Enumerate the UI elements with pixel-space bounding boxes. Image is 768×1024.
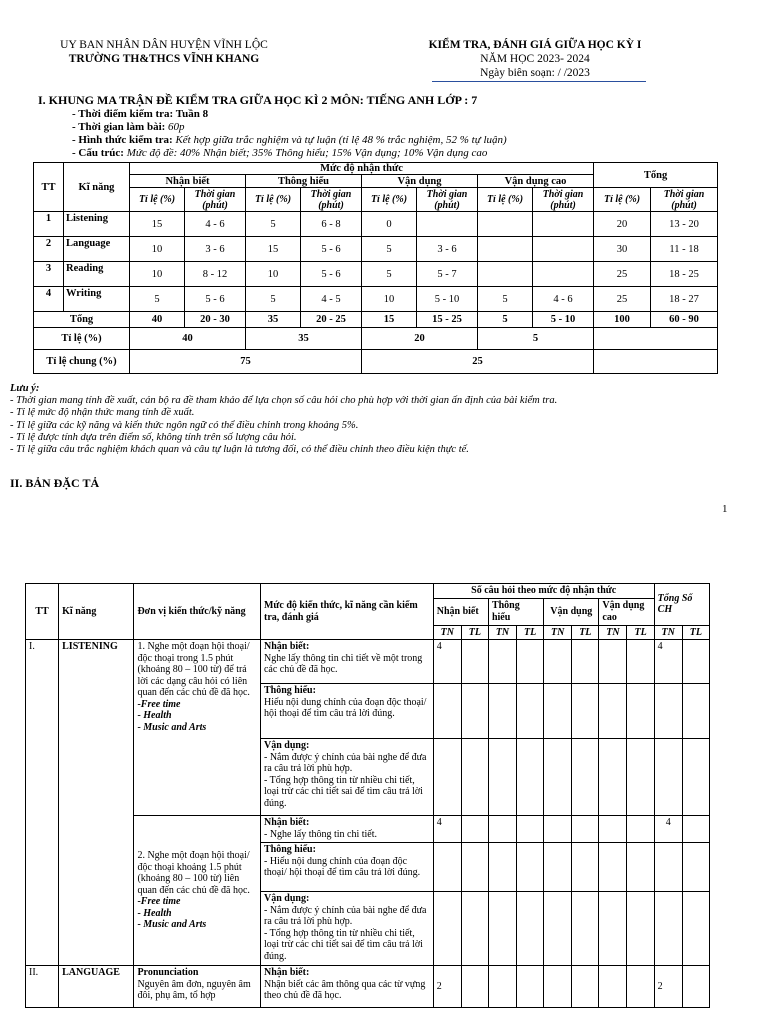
tl-label: TL (461, 625, 488, 640)
count-cell (433, 892, 461, 966)
exam-info (72, 108, 752, 160)
ratio-label: Tỉ lệ (%) (34, 328, 130, 350)
tn-label: TN (654, 625, 682, 640)
info-label: - Thời gian làm bài: (72, 121, 169, 133)
header-underline (432, 81, 646, 82)
count-cell (517, 966, 544, 1008)
count-cell (517, 892, 544, 966)
unit-title: Pronunciation (137, 967, 199, 978)
total-cell: 20 - 30 (185, 312, 246, 328)
count-cell (461, 843, 488, 892)
count-cell (627, 816, 654, 843)
cell: 11 - 18 (651, 237, 718, 262)
cell: 5 - 6 (301, 237, 362, 262)
overall-cell: 25 (362, 350, 594, 374)
count-cell (627, 892, 654, 966)
topic: - Health (137, 710, 172, 721)
level-title: Thông hiểu: (263, 685, 316, 696)
row-tt: 2 (34, 237, 64, 262)
count-cell (433, 739, 461, 816)
level-cell (260, 739, 433, 816)
count-cell (517, 739, 544, 816)
count-cell (627, 966, 654, 1008)
level-text: Nghe lấy thông tin chi tiết về một trong các chủ đề đã học. (263, 652, 423, 675)
cell: 10 (130, 237, 185, 262)
row-tt: I. (26, 640, 59, 966)
level-title: Nhận biết: (263, 641, 310, 652)
level-cell (260, 843, 433, 892)
note-item: - Tỉ lệ giữa các kỹ năng và kiến thức ngôn ngữ có thể điều chỉnh trong khoảng 5%. (10, 419, 359, 431)
count-cell (682, 892, 709, 966)
count-cell (544, 966, 572, 1008)
spec-header-level: Mức độ kiến thức, kĩ năng cần kiểm tra, đánh giá (260, 584, 433, 640)
unit-cell (134, 640, 261, 816)
tn-label: TN (544, 625, 572, 640)
level-title: Nhận biết: (263, 967, 310, 978)
count-cell: 4 (654, 816, 682, 843)
row-skill: Language (64, 237, 130, 262)
count-cell (461, 640, 488, 684)
matrix-header-total: Tổng (594, 163, 718, 188)
level-title: Thông hiểu: (263, 844, 316, 855)
info-value: Tuần 8 (175, 108, 209, 120)
matrix-table (33, 162, 718, 374)
count-cell (461, 816, 488, 843)
total-cell: 15 (362, 312, 417, 328)
count-cell (517, 640, 544, 684)
spec-table (25, 583, 710, 1008)
level-text: - Nắm được ý chính của bài nghe để đưa ra câu trả lời phù hợp. (263, 751, 427, 774)
total-cell: 35 (246, 312, 301, 328)
table-row (34, 262, 718, 287)
cell: 5 - 6 (185, 287, 246, 312)
count-cell (544, 843, 572, 892)
total-cell: 40 (130, 312, 185, 328)
count-cell (488, 892, 516, 966)
info-time-point (72, 108, 752, 121)
row-skill: Writing (64, 287, 130, 312)
count-cell (599, 966, 627, 1008)
overall-row (34, 350, 718, 374)
count-cell (682, 816, 709, 843)
row-tt: 1 (34, 212, 64, 237)
total-cell: 60 - 90 (651, 312, 718, 328)
sub-time: Thời gian (phút) (301, 188, 362, 212)
cell (478, 212, 533, 237)
sub-rate: Tỉ lệ (%) (246, 188, 301, 212)
cell: 8 - 12 (185, 262, 246, 287)
cell: 4 - 5 (301, 287, 362, 312)
matrix-level-comprehension: Thông hiểu (246, 175, 362, 188)
info-label: - Cấu trúc: (72, 147, 127, 159)
row-tt: 4 (34, 287, 64, 312)
matrix-body (34, 212, 718, 374)
count-cell (461, 739, 488, 816)
sub-time: Thời gian (phút) (417, 188, 478, 212)
exam-title: KIỂM TRA, ĐÁNH GIÁ GIỮA HỌC KỲ I (428, 39, 642, 51)
cell (478, 237, 533, 262)
level-title: Vận dụng: (263, 893, 310, 904)
page-number: 1 (722, 503, 728, 515)
matrix-header-level: Mức độ nhận thức (130, 163, 594, 175)
level-cell (260, 966, 433, 1008)
count-cell: 4 (433, 816, 461, 843)
header-left (30, 38, 298, 66)
table-row (34, 237, 718, 262)
spec-level-high-application: Vận dụng cao (599, 598, 654, 625)
cell: 10 (362, 287, 417, 312)
district-name: UY BAN NHÂN DÂN HUYỆN VĨNH LỘC (60, 39, 268, 51)
cell: 20 (594, 212, 651, 237)
count-cell (544, 739, 572, 816)
topic: - Health (137, 907, 172, 919)
level-text: Hiểu nội dung chính của đoạn độc thoại/ hội thoại để tìm câu trả lời đúng. (263, 696, 427, 719)
topic: - Music and Arts (137, 919, 207, 931)
cell: 5 - 6 (301, 262, 362, 287)
count-cell (572, 892, 599, 966)
note-item: - Tỉ lệ được tính dựa trên điểm số, không tính trên số lượng câu hỏi. (10, 431, 297, 443)
cell: 5 - 7 (417, 262, 478, 287)
school-year: NĂM HỌC 2023- 2024 (480, 53, 590, 65)
cell (533, 237, 594, 262)
cell (533, 212, 594, 237)
cell: 25 (594, 262, 651, 287)
note-item: - Tỉ lệ mức độ nhận thức mang tính đề xuất. (10, 407, 195, 419)
count-cell (682, 843, 709, 892)
ratio-cell: 35 (246, 328, 362, 350)
row-skill: Reading (64, 262, 130, 287)
count-cell (682, 966, 709, 1008)
cell (478, 262, 533, 287)
count-cell (627, 739, 654, 816)
tl-label: TL (572, 625, 599, 640)
unit-text: Nguyên âm đơn, nguyên âm đôi, phụ âm, tổ hợp (137, 978, 251, 1001)
row-tt: II. (26, 966, 59, 1008)
table-row (34, 287, 718, 312)
ratio-cell: 20 (362, 328, 478, 350)
spec-level-recognition: Nhận biết (433, 598, 488, 625)
count-cell (682, 640, 709, 684)
total-row (34, 312, 718, 328)
table-row (26, 640, 710, 684)
count-cell (682, 684, 709, 739)
total-cell: 100 (594, 312, 651, 328)
cell: 4 - 6 (533, 287, 594, 312)
count-cell (517, 684, 544, 739)
topic: - Music and Arts (137, 721, 207, 733)
count-cell (572, 739, 599, 816)
topic: -Free time (137, 698, 181, 710)
tl-label: TL (517, 625, 544, 640)
cell: 15 (246, 237, 301, 262)
total-cell: 15 - 25 (417, 312, 478, 328)
cell: 18 - 27 (651, 287, 718, 312)
count-cell (544, 892, 572, 966)
info-value: Kết hợp giữa trắc nghiệm và tự luận (tỉ lệ 48 % trắc nghiệm, 52 % tự luận) (175, 134, 507, 146)
tl-label: TL (682, 625, 709, 640)
note-item: - Tỉ lệ giữa câu trắc nghiệm khách quan và câu tự luận là tương đối, có thể điều chỉnh theo điều kiện thực tế. (10, 444, 469, 456)
unit-text: 1. Nghe một đoạn hội thoại/ độc thoại trong 1.5 phút (khoảng 80 – 100 từ) để trả lời các dạng câu hỏi có liên quan đến các chủ đề đã học. (137, 641, 250, 698)
header-right (380, 38, 690, 80)
cell: 5 - 10 (417, 287, 478, 312)
unit-text: 2. Nghe một đoạn hội thoại/ độc thoại khoảng 1.5 phút (khoảng 80 – 100 từ) liên quan đến các chủ đề đã học. (137, 850, 250, 896)
section1-title: I. KHUNG MA TRẬN ĐỀ KIỂM TRA GIỮA HỌC KÌ 2 MÔN: TIẾNG ANH LỚP : 7 (38, 93, 478, 107)
tn-label: TN (433, 625, 461, 640)
count-cell (488, 739, 516, 816)
count-cell (488, 843, 516, 892)
ratio-cell: 40 (130, 328, 246, 350)
count-cell: 2 (433, 966, 461, 1008)
table-row (34, 212, 718, 237)
count-cell (461, 892, 488, 966)
sub-rate: Tỉ lệ (%) (594, 188, 651, 212)
cell (417, 212, 478, 237)
sub-rate: Tỉ lệ (%) (478, 188, 533, 212)
level-title: Nhận biết: (263, 817, 310, 828)
spec-level-comprehension: Thông hiểu (488, 598, 543, 625)
matrix-level-high-application: Vận dụng cao (478, 175, 594, 188)
row-skill: LISTENING (59, 640, 134, 966)
count-cell: 4 (654, 640, 682, 684)
tn-label: TN (599, 625, 627, 640)
spec-header-count: Số câu hỏi theo mức độ nhận thức (433, 584, 654, 599)
cell: 10 (130, 262, 185, 287)
cell: 5 (246, 212, 301, 237)
unit-cell (134, 816, 261, 966)
level-text: - Hiểu nội dung chính của đoạn độc thoại/ hội thoại để tìm câu trả lời đúng. (263, 855, 421, 878)
matrix-header-tt: TT (34, 163, 64, 212)
level-text: - Nắm được ý chính của bài nghe để đưa ra câu trả lời phù hợp. (263, 904, 427, 927)
ratio-row (34, 328, 718, 350)
info-structure (72, 147, 752, 160)
cell: 5 (246, 287, 301, 312)
spec-header-total: Tổng Số CH (654, 584, 709, 626)
info-value: Mức độ đề: 40% Nhận biết; 35% Thông hiểu; 15% Vận dụng; 10% Vận dụng cao (126, 147, 488, 159)
cell: 5 (478, 287, 533, 312)
count-cell (599, 684, 627, 739)
row-skill: Listening (64, 212, 130, 237)
unit-cell (134, 966, 261, 1008)
note-item: - Thời gian mang tính đề xuất, cán bộ ra đề tham khảo để lựa chọn số câu hỏi cho phù hợp với thời gian ấn định của bài kiểm tra. (10, 395, 558, 407)
count-cell (599, 843, 627, 892)
level-text: - Nghe lấy thông tin chi tiết. (263, 828, 378, 840)
cell: 6 - 8 (301, 212, 362, 237)
count-cell (572, 966, 599, 1008)
sub-time: Thời gian (phút) (185, 188, 246, 212)
topic: -Free time (137, 896, 181, 908)
cell: 4 - 6 (185, 212, 246, 237)
cell: 5 (362, 237, 417, 262)
cell: 30 (594, 237, 651, 262)
tl-label: TL (627, 625, 654, 640)
row-tt: 3 (34, 262, 64, 287)
compose-date: Ngày biên soạn: / /2023 (480, 67, 590, 79)
count-cell (488, 966, 516, 1008)
notes-title: Lưu ý: (10, 383, 40, 394)
notes (10, 383, 760, 456)
cell: 0 (362, 212, 417, 237)
matrix-level-application: Vận dụng (362, 175, 478, 188)
matrix-header-skill: Kĩ năng (64, 163, 130, 212)
cell: 18 - 25 (651, 262, 718, 287)
count-cell (654, 843, 682, 892)
level-cell (260, 684, 433, 739)
count-cell (682, 739, 709, 816)
count-cell (572, 684, 599, 739)
overall-label: Tỉ lệ chung (%) (34, 350, 130, 374)
level-title: Vận dụng: (263, 740, 310, 751)
info-label: - Hình thức kiểm tra: (72, 134, 176, 146)
count-cell: 2 (654, 966, 682, 1008)
count-cell (627, 640, 654, 684)
spec-header-unit: Đơn vị kiến thức/kỹ năng (134, 584, 261, 640)
spec-header-skill: Kĩ năng (59, 584, 134, 640)
cell: 10 (246, 262, 301, 287)
total-cell: 20 - 25 (301, 312, 362, 328)
table-row (26, 966, 710, 1008)
count-cell (572, 816, 599, 843)
sub-time: Thời gian (phút) (651, 188, 718, 212)
count-cell (488, 640, 516, 684)
count-cell (544, 684, 572, 739)
count-cell (517, 843, 544, 892)
sub-rate: Tỉ lệ (%) (362, 188, 417, 212)
count-cell (572, 843, 599, 892)
overall-empty (594, 350, 718, 374)
count-cell (517, 816, 544, 843)
info-value: 60p (168, 121, 185, 133)
sub-time: Thời gian (phút) (533, 188, 594, 212)
ratio-cell: 5 (478, 328, 594, 350)
count-cell: 4 (433, 640, 461, 684)
count-cell (461, 966, 488, 1008)
info-duration (72, 121, 752, 134)
count-cell (433, 843, 461, 892)
level-text: - Tổng hợp thông tin từ nhiều chi tiết, loại trừ các chi tiết sai để tìm câu trả lời đúng. (263, 927, 423, 962)
count-cell (544, 816, 572, 843)
count-cell (654, 892, 682, 966)
spec-header-tt: TT (26, 584, 59, 640)
info-format (72, 134, 752, 147)
level-cell (260, 640, 433, 684)
count-cell (433, 684, 461, 739)
count-cell (599, 892, 627, 966)
section2-title: II. BẢN ĐẶC TẢ (10, 476, 100, 490)
info-label: - Thời điểm kiểm tra: (72, 108, 176, 120)
count-cell (572, 640, 599, 684)
tn-label: TN (488, 625, 516, 640)
count-cell (544, 640, 572, 684)
level-cell (260, 892, 433, 966)
count-cell (654, 739, 682, 816)
cell: 15 (130, 212, 185, 237)
spec-level-application: Vận dụng (544, 598, 599, 625)
total-cell: 5 (478, 312, 533, 328)
cell: 25 (594, 287, 651, 312)
cell: 3 - 6 (185, 237, 246, 262)
cell: 5 (362, 262, 417, 287)
count-cell (599, 640, 627, 684)
count-cell (488, 684, 516, 739)
level-cell (260, 816, 433, 843)
cell: 13 - 20 (651, 212, 718, 237)
level-text: - Tổng hợp thông tin từ nhiều chi tiết, loại trừ các chi tiết sai để tìm câu trả lời đúng. (263, 774, 423, 809)
total-cell: 5 - 10 (533, 312, 594, 328)
overall-cell: 75 (130, 350, 362, 374)
level-text: Nhận biết các âm thông qua các từ vựng theo chủ đề đã học. (263, 978, 426, 1001)
count-cell (461, 684, 488, 739)
cell: 3 - 6 (417, 237, 478, 262)
count-cell (599, 816, 627, 843)
cell (533, 262, 594, 287)
count-cell (654, 684, 682, 739)
count-cell (627, 843, 654, 892)
ratio-empty (594, 328, 718, 350)
count-cell (488, 816, 516, 843)
cell: 5 (130, 287, 185, 312)
total-label: Tổng (34, 312, 130, 328)
school-name: TRƯỜNG TH&THCS VĨNH KHANG (68, 53, 260, 65)
count-cell (627, 684, 654, 739)
matrix-level-recognition: Nhận biết (130, 175, 246, 188)
sub-rate: Tỉ lệ (%) (130, 188, 185, 212)
row-skill: LANGUAGE (59, 966, 134, 1008)
count-cell (599, 739, 627, 816)
